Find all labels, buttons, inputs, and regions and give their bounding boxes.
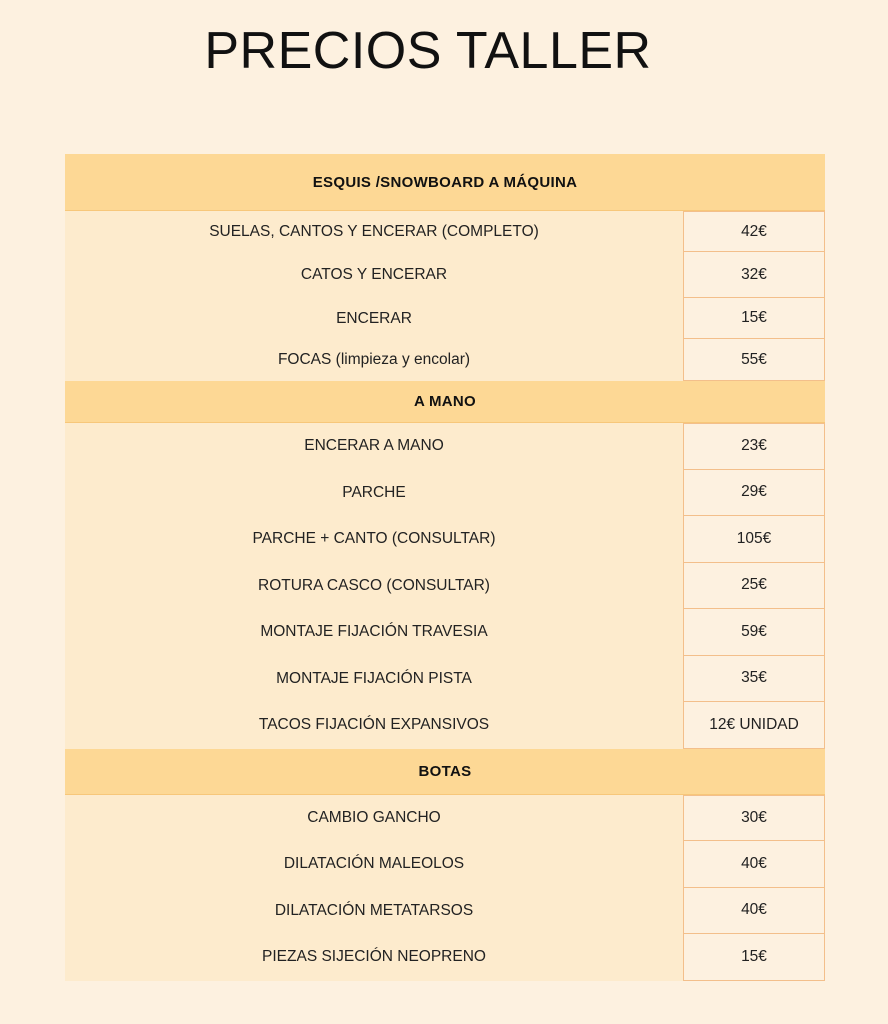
table-row [65, 934, 825, 981]
service-name: TACOS FIJACIÓN EXPANSIVOS [258, 716, 490, 734]
service-price: 59€ [683, 609, 825, 656]
service-name: FOCAS (limpieza y encolar) [277, 351, 471, 368]
table-row [65, 656, 825, 703]
service-name: SUELAS, CANTOS Y ENCERAR (COMPLETO) [209, 222, 539, 240]
service-name: PARCHE + CANTO (CONSULTAR) [252, 530, 496, 548]
table-row [65, 795, 825, 842]
service-price: 55€ [683, 339, 825, 381]
section-header-esquis: ESQUIS /SNOWBOARD A MÁQUINA [65, 154, 825, 211]
service-price: 15€ [683, 934, 825, 981]
table-row [65, 339, 825, 381]
service-price: 40€ [683, 888, 825, 935]
table-row [65, 702, 825, 749]
service-price: 105€ [683, 516, 825, 563]
service-name: CAMBIO GANCHO [307, 808, 441, 826]
section-header-a-mano: A MANO [65, 381, 825, 423]
service-price: 42€ [683, 211, 825, 252]
service-price: 25€ [683, 563, 825, 610]
service-price: 40€ [683, 841, 825, 888]
service-name: PARCHE [342, 483, 406, 501]
table-row [65, 609, 825, 656]
service-name: ENCERAR [336, 309, 412, 327]
table-row [65, 252, 825, 298]
table-row [65, 841, 825, 888]
service-name: DILATACIÓN METATARSOS [274, 901, 474, 919]
table-row [65, 470, 825, 517]
table-row [65, 298, 825, 339]
service-name: MONTAJE FIJACIÓN TRAVESIA [260, 623, 488, 641]
service-price: 30€ [683, 795, 825, 842]
price-table [65, 154, 825, 981]
section-header-botas: BOTAS [65, 749, 825, 795]
service-name: ENCERAR A MANO [304, 437, 444, 455]
page-title: PRECIOS TALLER [204, 22, 652, 80]
service-name: PIEZAS SIJECIÓN NEOPRENO [262, 948, 486, 966]
service-price: 35€ [683, 656, 825, 703]
service-name: CATOS Y ENCERAR [300, 266, 448, 283]
service-price: 23€ [683, 423, 825, 470]
service-price: 29€ [683, 470, 825, 517]
table-row [65, 888, 825, 935]
service-price: 32€ [683, 252, 825, 298]
service-price: 15€ [683, 298, 825, 339]
table-row [65, 516, 825, 563]
table-row [65, 423, 825, 470]
service-name: ROTURA CASCO (CONSULTAR) [258, 576, 490, 594]
table-row [65, 211, 825, 252]
service-name: MONTAJE FIJACIÓN PISTA [276, 669, 472, 687]
service-name: DILATACIÓN MALEOLOS [283, 855, 465, 873]
table-row [65, 563, 825, 610]
service-price: 12€ UNIDAD [683, 702, 825, 749]
